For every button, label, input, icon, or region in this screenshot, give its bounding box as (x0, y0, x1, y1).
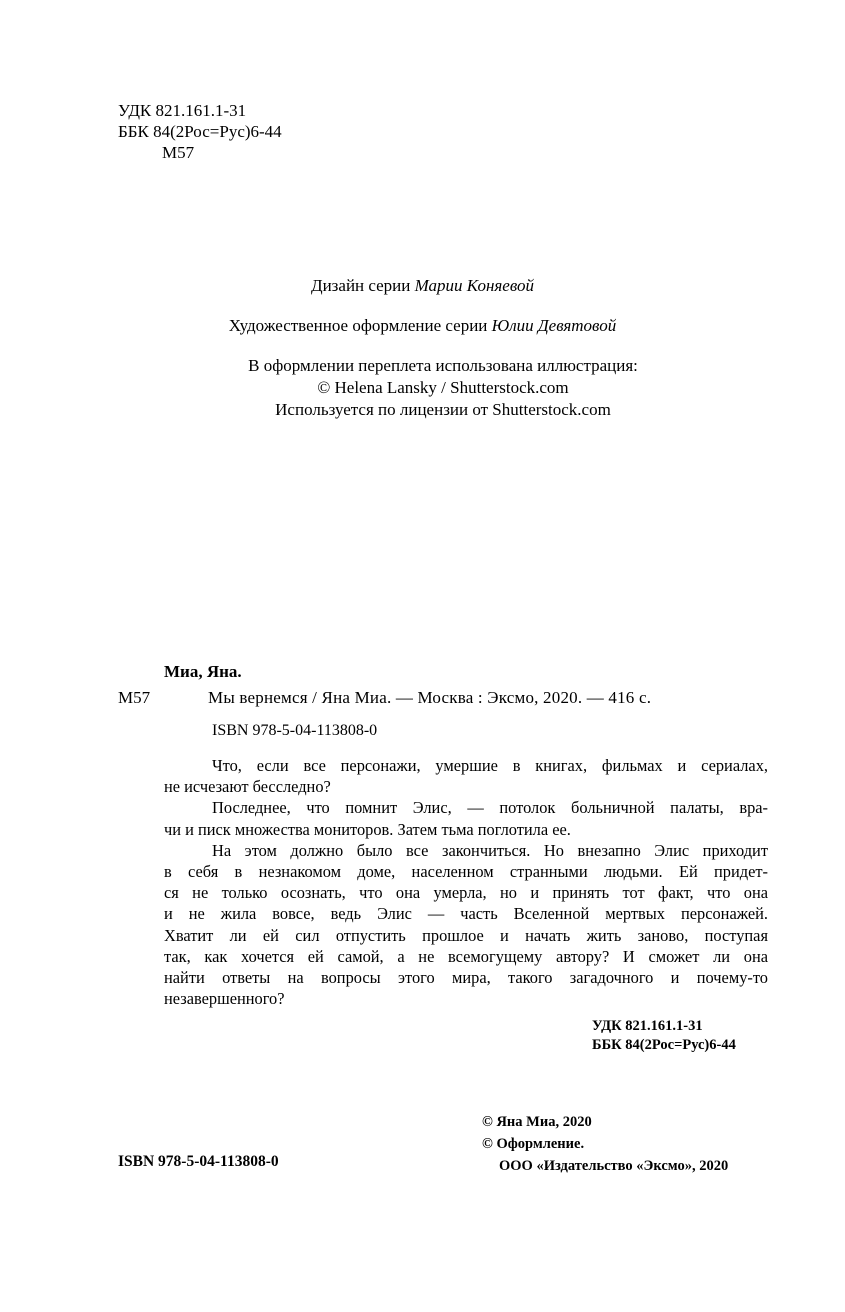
bibliography-entry: Мы вернемся / Яна Миа. — Москва : Эксмо, 2020. — 416 с. (208, 688, 652, 707)
copyright-publisher: ООО «Издательство «Эксмо», 2020 (499, 1158, 729, 1174)
annotation-line: чи и писк множества мониторов. Затем тьма поглотила ее. (164, 819, 571, 839)
annotation-line: Что, если все персонажи, умершие в книгах, фильмах и сериалах, (212, 756, 768, 775)
bbk-code-bottom: ББК 84(2Рос=Рус)6-44 (592, 1037, 736, 1053)
license-line: В оформлении переплета использована иллюстрация: (248, 356, 638, 375)
annotation-line: Последнее, что помнит Элис, — потолок больничной палаты, вра- (212, 798, 768, 818)
annotation-line: и не жила вовсе, ведь Элис — часть Вселенной мертвых персонажей. (164, 904, 768, 924)
top-classification-codes (118, 100, 282, 163)
copyright-author: © Яна Миа, 2020 (482, 1114, 592, 1130)
annotation-line: На этом должно было все закончиться. Но внезапно Элис приходит (212, 840, 768, 860)
annotation-line: ся не только осознать, что она умерла, но и принять тот факт, что она (164, 883, 768, 903)
bibliography-author: Миа, Яна. (164, 662, 242, 681)
series-design-credit (0, 276, 845, 296)
series-design-label: Дизайн серии (310, 276, 415, 295)
series-design-name: Марии Коняевой (414, 276, 534, 295)
license-line: © Helena Lansky / Shutterstock.com (317, 378, 569, 397)
bbk-code: ББК 84(2Рос=Рус)6-44 (118, 122, 282, 141)
bottom-classification-codes (592, 1017, 736, 1055)
udk-code-bottom: УДК 821.161.1-31 (592, 1018, 703, 1034)
annotation-line: найти ответы на вопросы этого мира, такого загадочного и почему-то (164, 968, 768, 988)
book-annotation (164, 755, 768, 1009)
annotation-line: Хватит ли ей сил отпустить прошлое и начать жить заново, поступая (164, 925, 768, 945)
annotation-line: в себя в незнакомом доме, населенном странными людьми. Ей придет- (164, 862, 768, 882)
bibliography-code: М57 (118, 688, 151, 707)
art-design-name: Юлии Девятовой (491, 316, 617, 335)
license-line: Используется по лицензии от Shutterstock.com (275, 400, 611, 419)
copyright-design: © Оформление. (482, 1136, 585, 1152)
annotation-line: не исчезают бесследно? (164, 777, 331, 797)
copyright-block (482, 1111, 728, 1177)
annotation-paragraph (164, 840, 768, 1010)
bibliography-isbn: ISBN 978-5-04-113808-0 (212, 722, 378, 739)
isbn-bottom: ISBN 978-5-04-113808-0 (118, 1153, 279, 1170)
art-design-label: Художественное оформление серии (228, 316, 492, 335)
annotation-line: незавершенного? (164, 989, 285, 1009)
annotation-paragraph (164, 755, 768, 797)
annotation-line: так, как хочется ей самой, а не всемогущему автору? И сможет ли она (164, 946, 768, 966)
author-mark: М57 (162, 143, 195, 162)
annotation-paragraph (164, 797, 768, 839)
udk-code: УДК 821.161.1-31 (118, 101, 247, 120)
art-design-credit (0, 316, 845, 336)
illustration-license (0, 355, 845, 421)
